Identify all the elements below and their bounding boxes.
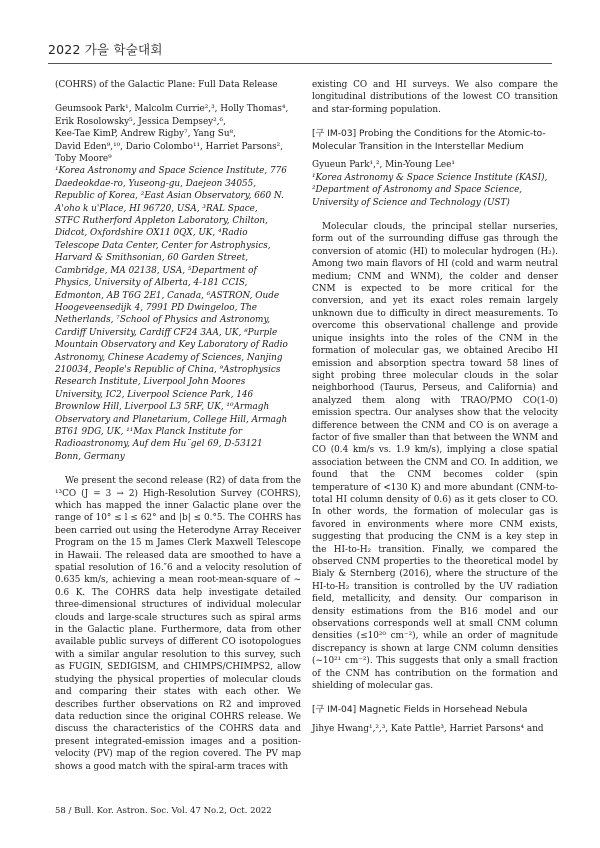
affiliation-line: University of Science and Technology (UST)	[312, 197, 510, 208]
affiliation-line: Bonn, Germany	[55, 451, 125, 462]
affiliation-line: Republic of Korea, ²East Asian Observatory, 660 N.	[55, 191, 284, 202]
affiliation-line: Edmonton, AB T6G 2E1, Canada, ⁶ASTRON, Oude	[55, 290, 280, 301]
section-title: [구 IM-04] Magnetic Fields in Horsehead Nebula	[312, 705, 528, 716]
header-rule	[48, 63, 552, 64]
section-authors: Jihye Hwang¹,²,³, Kate Pattle³, Harriet Parsons⁴ and	[312, 724, 544, 735]
affiliation-line: Daedeokdae-ro, Yuseong-gu, Daejeon 34055,	[55, 178, 257, 189]
affiliation-line: Physics, University of Alberta, 4-181 CCIS,	[55, 278, 248, 289]
affiliation-line: BT61 9DG, UK, ¹¹Max Planck Institute for	[55, 426, 243, 437]
affiliation-line: ¹Korea Astronomy and Space Science Institute, 776	[55, 166, 287, 177]
section-affiliations	[312, 172, 558, 209]
title-continuation: (COHRS) of the Galactic Plane: Full Data Release	[55, 80, 278, 90]
affiliation-line: Radioastronomy, Auf dem Hu¨gel 69, D-53121	[55, 439, 263, 450]
affiliation-line: Telescope Data Center, Center for Astrophysics,	[55, 240, 271, 251]
affiliation-line: Hoogeveensedijk 4, 7991 PD Dwingeloo, The	[55, 302, 258, 313]
affiliation-line: A'oho k u'Place, HI 96720, USA, ³RAL Space,	[55, 203, 258, 214]
abstract-paragraph: Molecular clouds, the principal stellar nurseries, form out of the surrounding diffuse gas through the conversion of atomic (HI) to molecular hydrogen (H₂). Among two main flavors of HI (cold and warm neutral medium; CNM and WNM), the colder and denser CNM is expected to be more critical for the conversion, and yet its exact roles remain largely unknown due to difficulty in direct measurements. To overcome this observational challenge and provide unique insights into the roles of the CNM in the formation of molecular gas, we obtained Arecibo HI emission and absorption spectra toward 58 lines of sight probing three molecular clouds in the solar neighborhood (Taurus, Perseus, and California) and analyzed them along with TRAO/PMO CO(1-0) emission spectra. Our analyses show that the velocity difference between the CNM and CO is on average a factor of five smaller than that between the WNM and CO (0.4 km/s vs. 1.9 km/s), implying a close spatial association between the CNM and CO. In addition, we found that the CNM becomes colder (spin temperature of <130 K) and more abundant (CNM-to-total HI column density of 0.6) as it gets closer to CO. In other words, the formation of molecular gas is favored in environments where more CNM exists, suggesting that producing the CNM is a key step in the HI-to-H₂ transition. Finally, we compared the observed CNM properties to the theoretical model by Bialy & Sternberg (2016), where the structure of the HI-to-H₂ transition is controlled by the UV radiation field, metallicity, and density. Our comparison in density estimations from the B16 model and our observations corresponds well at small CNM column densities (≤10²⁰ cm⁻²), while an order of magnitude discrepancy is shown at large CNM column densities (~10²¹ cm⁻²). This suggests that only a small fraction of the CNM has contribution on the formation and shielding of molecular gas.	[312, 222, 558, 692]
affiliation-list	[55, 165, 301, 463]
section-title: [구 IM-03] Probing the Conditions for the Atomic-to-Molecular Transition in the Interstellar Medium	[312, 129, 546, 152]
affiliation-line: STFC Rutherford Appleton Laboratory, Chilton,	[55, 216, 268, 227]
affiliation-line: Mountain Observatory and Key Laboratory of Radio	[55, 340, 288, 351]
affiliation-line: Observatory and Planetarium, College Hill, Armagh	[55, 414, 288, 425]
affiliation-line: ²Department of Astronomy and Space Science,	[312, 185, 523, 196]
page-header-title: 2022 가을 학술대회	[48, 42, 163, 57]
right-column	[312, 79, 558, 735]
author-line: Geumsook Park¹, Malcolm Currie²,³, Holly Thomas⁴,	[55, 104, 289, 115]
affiliation-line: University, IC2, Liverpool Science Park, 146	[55, 389, 254, 400]
affiliation-line: Harvard & Smithsonian, 60 Garden Street,	[55, 253, 249, 264]
page-footer: 58 / Bull. Kor. Astron. Soc. Vol. 47 No.2, Oct. 2022	[55, 806, 272, 816]
abstract-continuation: existing CO and HI surveys. We also compare the longitudinal distributions of the lowest CO transition and star-forming population.	[312, 80, 558, 115]
affiliation-line: Didcot, Oxfordshire OX11 0QX, UK, ⁴Radio	[55, 228, 248, 239]
affiliation-line: Brownlow Hill, Liverpool L3 5RF, UK, ¹⁰Armagh	[55, 402, 270, 413]
section-authors: Gyueun Park¹,², Min-Young Lee¹	[312, 160, 455, 171]
abstract-paragraph: We present the second release (R2) of data from the ¹³CO (J = 3 → 2) High-Resolution Survey (COHRS), which has mapped the inner Galactic plane over the range of 10° ≤ l ≤ 62° and |b| ≤ 0.°5. The COHRS has been carried out using the Heterodyne Array Receiver Program on the 15 m James Clerk Maxwell Telescope in Hawaii. The released data are smoothed to have a spatial resolution of 16.″6 and a velocity resolution of 0.635 km/s, achieving a mean root-mean-square of ~ 0.6 K. The COHRS data help investigate detailed three-dimensional structures of individual molecular clouds and large-scale structures such as spiral arms in the Galactic plane. Furthermore, data from other available public surveys of different CO isotopologues with a similar angular resolution to this survey, such as FUGIN, SEDIGISM, and CHIMPS/CHIMPS2, allow studying the physical properties of molecular clouds and comparing their states with each other. We describes further observations on R2 and improved data reduction since the original COHRS release. We discuss the characteristics of the COHRS data and present integrated-emission images and a position-velocity (PV) map of the region covered. The PV map shows a good match with the spiral-arm traces with	[55, 476, 301, 772]
author-line: Kee-Tae KimP, Andrew Rigby⁷, Yang Su⁸,	[55, 129, 236, 140]
author-line: Erik Rosolowsky⁵, Jessica Dempsey²,⁶,	[55, 116, 226, 127]
affiliation-line: Cambridge, MA 02138, USA, ⁵Department of	[55, 265, 257, 276]
author-line: David Eden⁹,¹⁰, Dario Colombo¹¹, Harriet Parsons²,	[55, 141, 284, 152]
affiliation-line: Research Institute, Liverpool John Moores	[55, 377, 246, 388]
left-column	[55, 79, 301, 773]
author-list	[55, 103, 301, 165]
author-line: Toby Moore⁹	[55, 154, 112, 165]
affiliation-line: Cardiff University, Cardiff CF24 3AA, UK, ⁸Purple	[55, 327, 278, 338]
affiliation-line: ¹Korea Astronomy & Space Science Institute (KASI),	[312, 172, 548, 183]
affiliation-line: 210034, People's Republic of China, ⁹Astrophysics	[55, 364, 281, 375]
affiliation-line: Netherlands, ⁷School of Physics and Astronomy,	[55, 315, 271, 326]
affiliation-line: Astronomy, Chinese Academy of Sciences, Nanjing	[55, 352, 283, 363]
